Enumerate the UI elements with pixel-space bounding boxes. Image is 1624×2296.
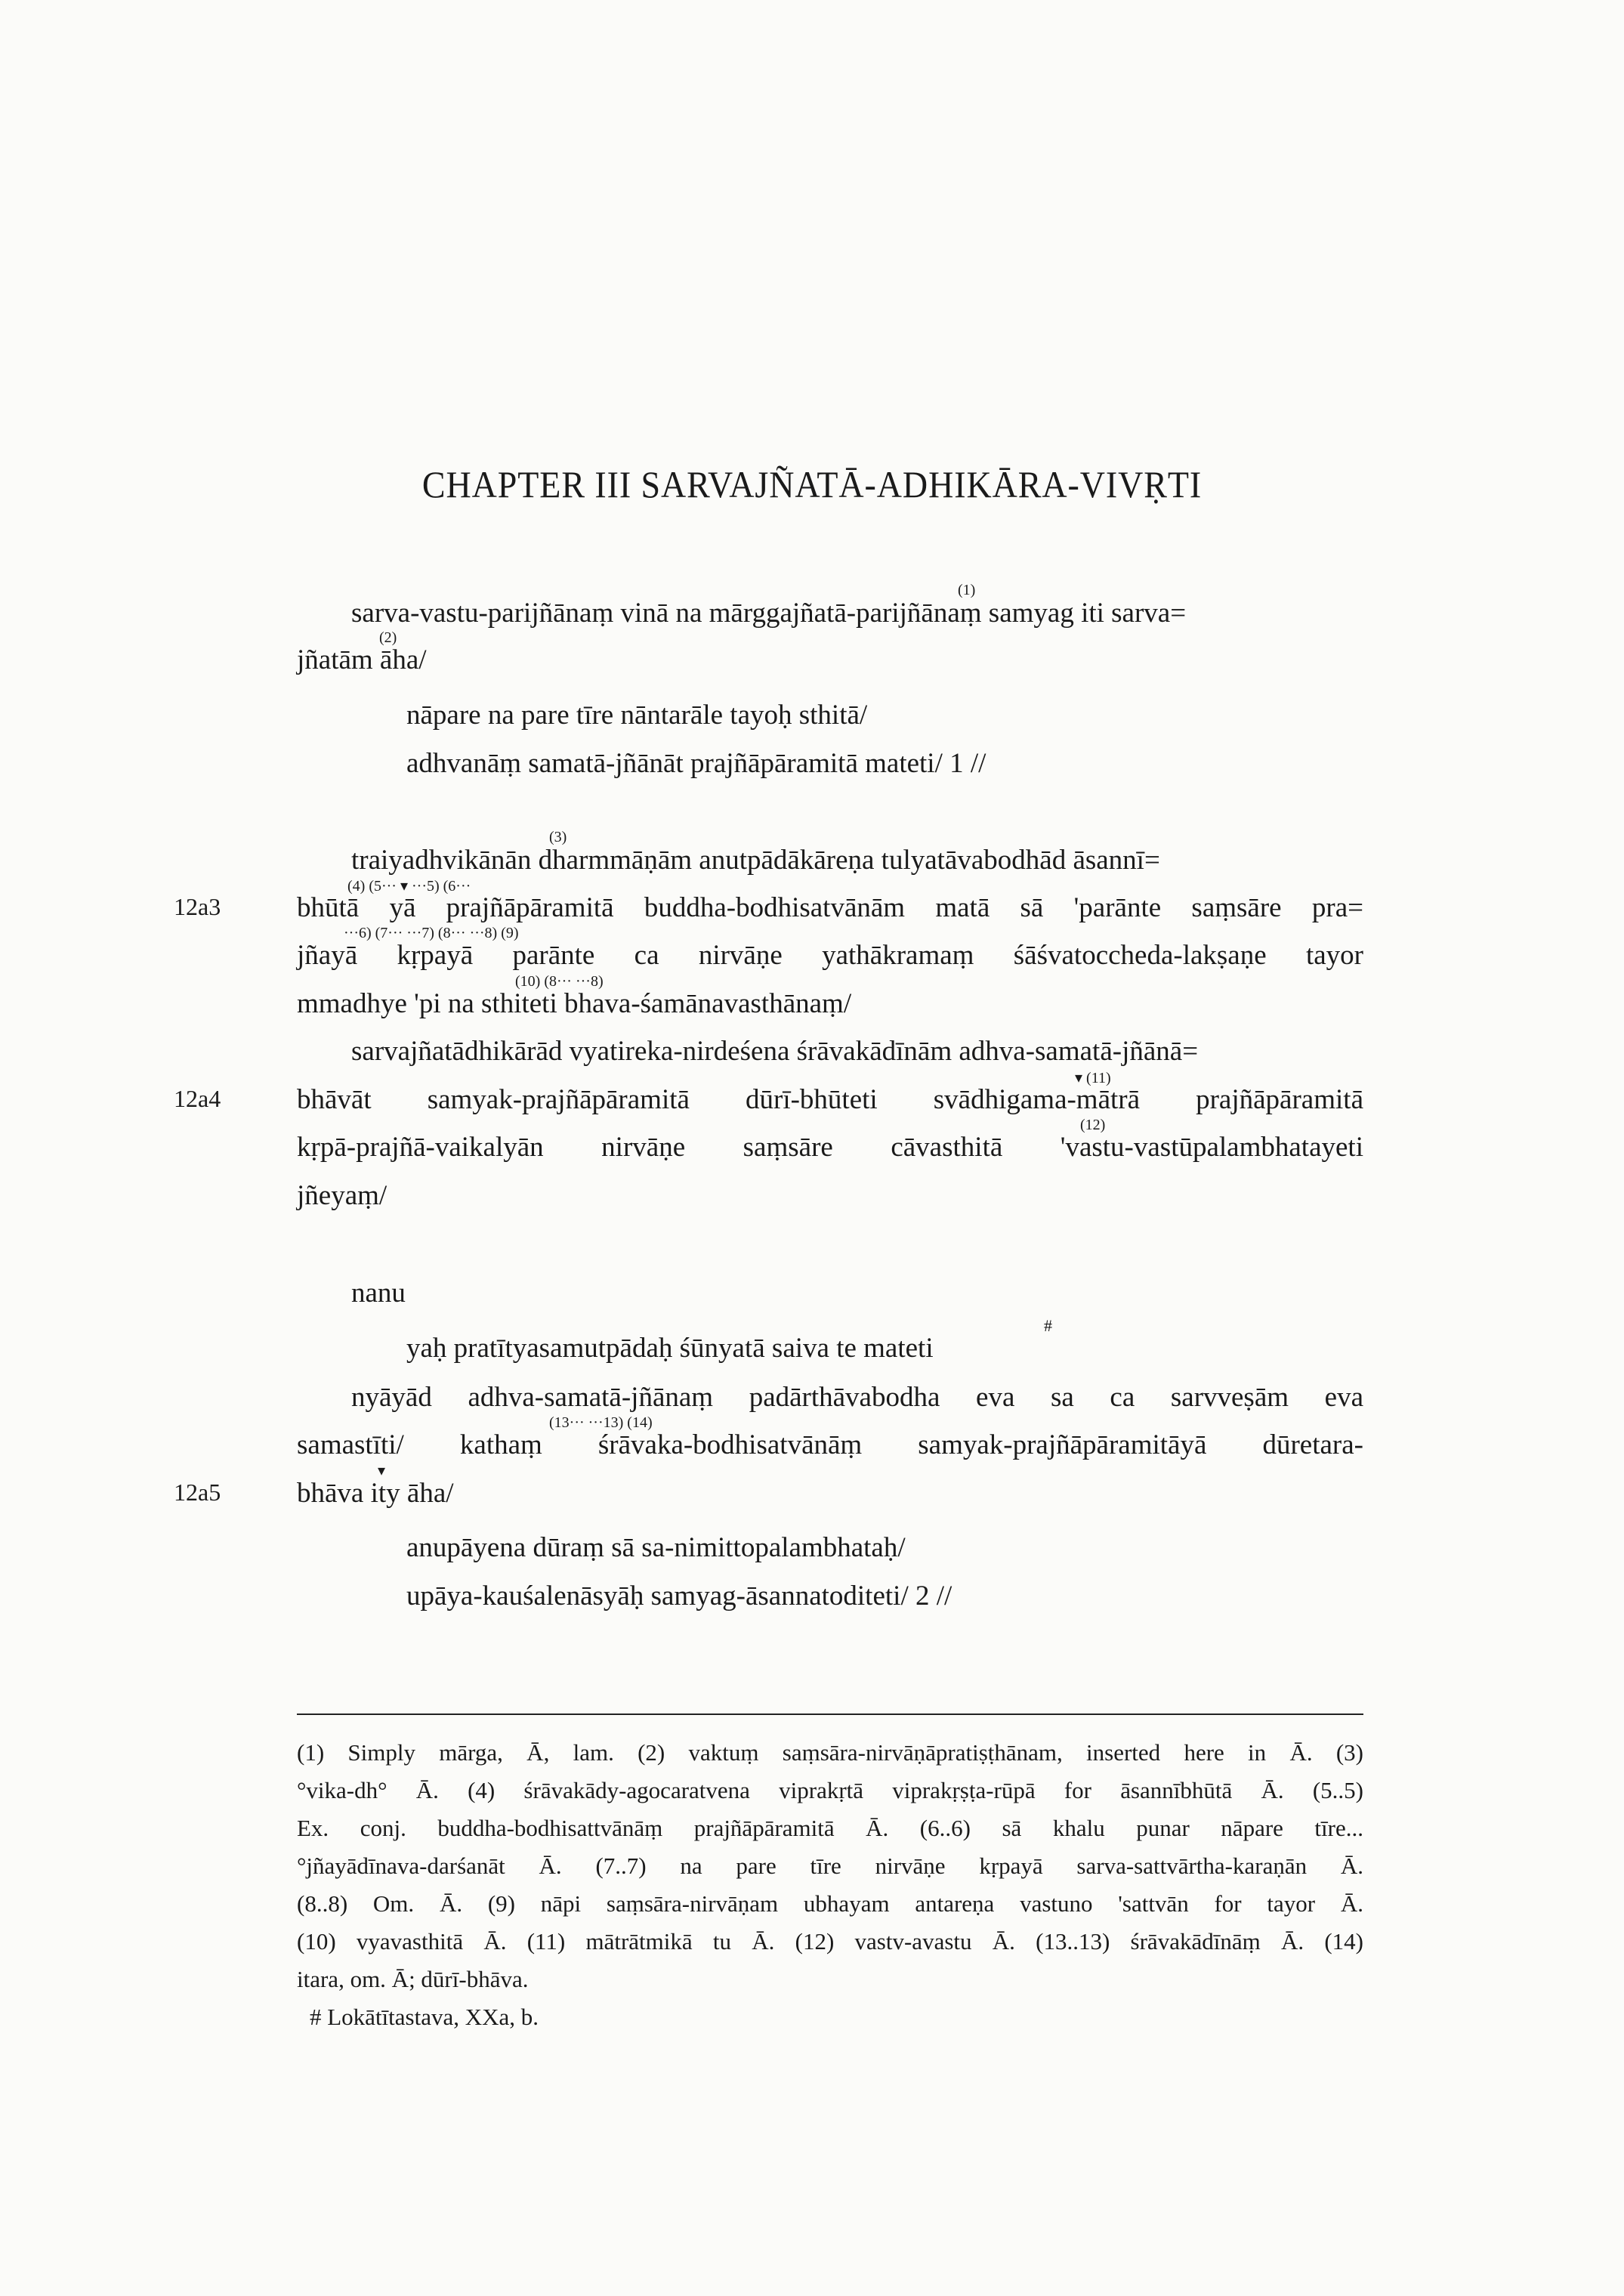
paragraph-line: samastīti/ kathaṃ śrāvaka-bodhisatvānāṃ samyak-prajñāpāramitāyā dūretara-: [297, 1429, 1363, 1460]
footnote-markers: (13··· ···13) (14): [549, 1414, 653, 1431]
paragraph-line: sarva-vastu-parijñānaṃ vinā na mārggajñatā-parijñānaṃ samyag iti sarva=: [351, 598, 1187, 629]
paragraph-line: jñatām āha/: [297, 644, 427, 675]
footnote-marker: (2): [379, 629, 397, 646]
citation-marker: #: [1044, 1316, 1052, 1335]
paragraph-line: traiyadhvikānān dharmmāṇām anutpādākāreṇa tulyatāvabodhād āsannī=: [351, 845, 1160, 876]
margin-reference: 12a3: [174, 893, 221, 920]
footnote-markers: ···6) (7··· ···7) (8··· ···8) (9): [344, 925, 519, 941]
paragraph-line: kṛpā-prajñā-vaikalyān nirvāṇe saṃsāre cāvasthitā 'vastu-vastūpalambhatayeti: [297, 1132, 1363, 1163]
footnote-line: Ex. conj. buddha-bodhisattvānāṃ prajñāpāramitā Ā. (6..6) sā khalu punar nāpare tīre...: [297, 1815, 1363, 1841]
chapter-title: CHAPTER III SARVAJÑATĀ-ADHIKĀRA-VIVṚTI: [421, 463, 1203, 505]
footnote-line: # Lokātītastava, XXa, b.: [310, 2004, 539, 2030]
footnote-marker: (1): [958, 582, 976, 598]
footnote-line: (10) vyavasthitā Ā. (11) mātrātmikā tu Ā. (12) vastv-avastu Ā. (13..13) śrāvakādīnāṃ Ā. (14): [297, 1928, 1363, 1955]
footnote-rule: [297, 1714, 1363, 1715]
paragraph-line: nanu: [351, 1278, 406, 1309]
paragraph-line: bhūtā yā prajñāpāramitā buddha-bodhisatvānām matā sā 'parānte saṃsāre pra=: [297, 892, 1363, 923]
verse-line: adhvanāṃ samatā-jñānāt prajñāpāramitā mateti/ 1 //: [406, 748, 986, 779]
footnote-line: itara, om. Ā; dūrī-bhāva.: [297, 1966, 529, 1992]
verse-line: upāya-kauśalenāsyāḥ samyag-āsannatoditeti/ 2 //: [406, 1581, 952, 1612]
quotation-line: yaḥ pratītyasamutpādaḥ śūnyatā saiva te mateti: [406, 1333, 934, 1364]
paragraph-line: sarvajñatādhikārād vyatireka-nirdeśena śrāvakādīnām adhva-samatā-jñānā=: [351, 1036, 1199, 1067]
margin-reference: 12a4: [174, 1085, 221, 1112]
paragraph-line: jñeyaṃ/: [297, 1180, 387, 1211]
footnote-line: °jñayādīnava-darśanāt Ā. (7..7) na pare tīre nirvāṇe kṛpayā sarva-sattvārtha-karaṇān Ā.: [297, 1853, 1363, 1879]
footnote-line: (1) Simply mārga, Ā, lam. (2) vaktuṃ saṃsāra-nirvāṇāpratiṣṭhānam, inserted here in Ā. (3): [297, 1739, 1363, 1766]
footnote-marker: ▾: [378, 1463, 386, 1479]
paragraph-line: jñayā kṛpayā parānte ca nirvāṇe yathākramaṃ śāśvatoccheda-lakṣaṇe tayor: [297, 940, 1363, 971]
footnote-markers: (10) (8··· ···8): [515, 973, 604, 990]
paragraph-line: bhāva ity āha/: [297, 1478, 454, 1509]
footnote-marker: (12): [1080, 1117, 1106, 1133]
margin-reference: 12a5: [174, 1479, 221, 1506]
paragraph-line: mmadhye 'pi na sthiteti bhava-śamānavasthānaṃ/: [297, 988, 852, 1019]
footnote-markers: (4) (5··· ▾ ···5) (6···: [347, 878, 471, 895]
footnote-line: (8..8) Om. Ā. (9) nāpi saṃsāra-nirvāṇam ubhayam antareṇa vastuno 'sattvān for tayor Ā.: [297, 1890, 1363, 1917]
footnote-line: °vika-dh° Ā. (4) śrāvakādy-agocaratvena viprakṛtā viprakṛṣṭa-rūpā for āsannībhūtā Ā. (5..5): [297, 1777, 1363, 1803]
paragraph-line: nyāyād adhva-samatā-jñānaṃ padārthāvabodha eva sa ca sarvveṣām eva: [351, 1382, 1363, 1413]
footnote-markers: ▾ (11): [1075, 1070, 1111, 1086]
footnote-marker: (3): [549, 829, 567, 845]
verse-line: nāpare na pare tīre nāntarāle tayoḥ sthitā/: [406, 700, 868, 731]
verse-line: anupāyena dūraṃ sā sa-nimittopalambhataḥ/: [406, 1532, 906, 1563]
paragraph-line: bhāvāt samyak-prajñāpāramitā dūrī-bhūteti svādhigama-mātrā prajñāpāramitā: [297, 1084, 1363, 1115]
